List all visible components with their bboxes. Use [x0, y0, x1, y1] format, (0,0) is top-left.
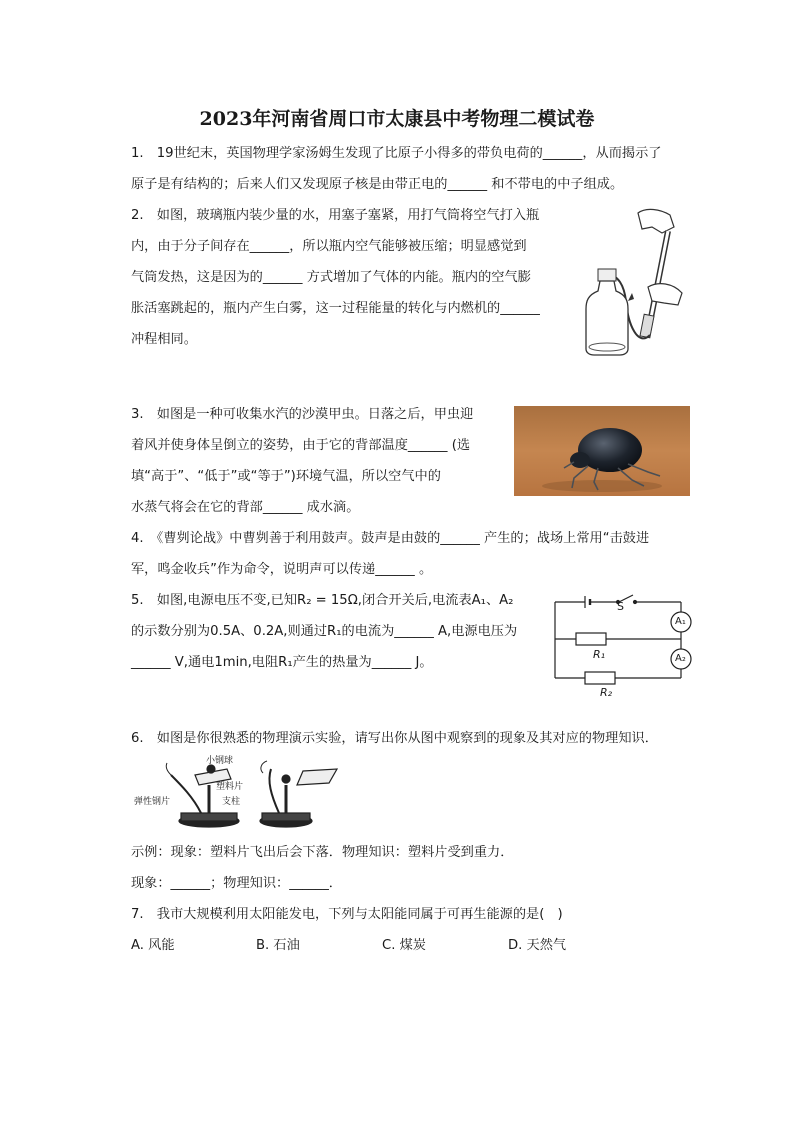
q4-line-1: 4. 《曹刿论战》中曹刿善于利用鼓声。鼓声是由鼓的______ 产生的；战场上常用“击鼓进: [131, 531, 650, 546]
q2-line-1: 2. 如图，玻璃瓶内装少量的水，用塞子塞紧，用打气筒将空气打入瓶: [131, 208, 540, 223]
q7-option-b: B. 石油: [256, 938, 300, 953]
q3-line-1: 3. 如图是一种可收集水汽的沙漠甲虫。日落之后，甲虫迎: [131, 407, 474, 422]
q7-line-1: 7. 我市大规模利用太阳能发电，下列与太阳能同属于可再生能源的是( ): [131, 907, 563, 922]
page-title: 2023年河南省周口市太康县中考物理二模试卷: [199, 108, 595, 130]
ammeter1-label: A₁: [675, 616, 686, 627]
label-elastic-steel: 弹性钢片: [134, 797, 171, 807]
inertia-experiment-figure: [131, 755, 341, 833]
q7-option-c: C. 煤炭: [382, 938, 426, 953]
q3-line-3: 填“高于”、“低于”或“等于”)环境气温，所以空气中的: [131, 469, 441, 484]
q1-line-1: 1. 19世纪末，英国物理学家汤姆生发现了比原子小得多的带负电荷的______，从而揭示了: [131, 146, 662, 161]
q3-line-4: 水蒸气将会在它的背部______ 成水滴。: [131, 500, 360, 515]
ammeter2-label: A₂: [675, 653, 686, 664]
q7-option-d: D. 天然气: [508, 938, 567, 953]
switch-label: S: [617, 600, 624, 613]
q5-line-1: 5. 如图,电源电压不变,已知R₂ = 15Ω,闭合开关后,电流表A₁、A₂: [131, 593, 514, 608]
q5-line-2: 的示数分别为0.5A、0.2A,则通过R₁的电流为______ A,电源电压为: [131, 624, 518, 639]
bottle-pump-figure: [578, 205, 693, 357]
label-steel-ball: 小钢球: [206, 756, 234, 766]
q6-line-1: 6. 如图是你很熟悉的物理演示实验，请写出你从图中观察到的现象及其对应的物理知识．: [131, 731, 658, 746]
q3-line-2: 着风并使身体呈倒立的姿势，由于它的背部温度______ (选: [131, 438, 471, 453]
resistor1-label: R₁: [593, 648, 606, 661]
q4-line-2: 军，鸣金收兵”作为命令，说明声可以传递______ 。: [131, 562, 433, 577]
q2-line-3: 气筒发热，这是因为的______ 方式增加了气体的内能。瓶内的空气膨: [131, 270, 531, 285]
label-plastic-sheet: 塑料片: [216, 782, 244, 792]
q5-line-3: ______ V,通电1min,电阻R₁产生的热量为______ J。: [131, 655, 433, 670]
q6-line-3: 现象：______；物理知识：______．: [131, 876, 342, 891]
desert-beetle-photo: [514, 406, 690, 496]
q6-line-2: 示例：现象：塑料片飞出后会下落．物理知识：塑料片受到重力．: [131, 845, 514, 860]
q7-option-a: A. 风能: [131, 938, 175, 953]
q1-line-2: 原子是有结构的；后来人们又发现原子核是由带正电的______ 和不带电的中子组成。: [131, 177, 624, 192]
resistor2-label: R₂: [600, 686, 613, 699]
q2-line-4: 胀活塞跳起的，瓶内产生白雾，这一过程能量的转化与内燃机的______: [131, 301, 540, 316]
q2-line-2: 内，由于分子间存在______，所以瓶内空气能够被压缩；明显感觉到: [131, 239, 527, 254]
q2-line-5: 冲程相同。: [131, 332, 197, 347]
label-support-post: 支柱: [222, 797, 241, 807]
